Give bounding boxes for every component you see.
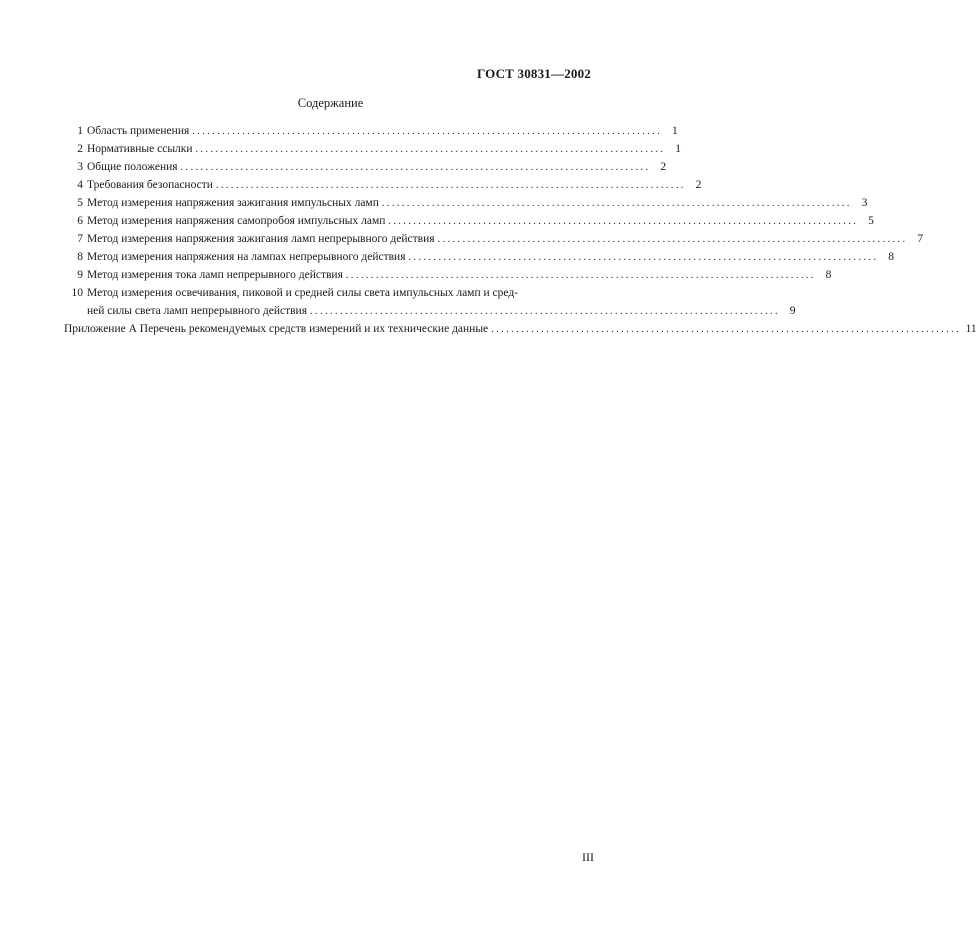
toc-entry-page: 11 (965, 323, 977, 335)
toc-entry-title-line-2: ней силы света ламп непрерывного действия (87, 305, 307, 317)
toc-entry-number: 10 (71, 287, 83, 299)
toc-dot-leader (346, 267, 814, 285)
toc-entry-page: 2 (695, 179, 702, 191)
toc-entry-title: Метод измерения тока ламп непрерывного действия (87, 269, 343, 281)
toc-entry-page: 3 (861, 197, 868, 209)
toc-entry[interactable] (63, 140, 682, 158)
toc-entry[interactable] (63, 284, 594, 302)
toc-entry-number: 6 (77, 215, 83, 227)
toc-entry-page: 8 (888, 251, 894, 263)
toc-entry-appendix[interactable] (63, 320, 977, 338)
toc-entry[interactable] (63, 248, 894, 266)
toc-entry-number: 8 (77, 251, 83, 263)
toc-dot-leader (310, 303, 778, 321)
toc-entry-title: Нормативные ссылки (87, 143, 193, 155)
toc-dot-leader (382, 195, 850, 213)
toc-entry-page: 1 (672, 125, 678, 137)
toc-entry-number: 1 (77, 125, 83, 137)
toc-entry-title: Область применения (87, 125, 190, 137)
toc-entry-number: 7 (77, 233, 83, 245)
toc-dot-leader (181, 159, 649, 177)
toc-dot-leader (216, 177, 684, 195)
toc-entry-number: 9 (77, 269, 83, 281)
page-number: III (582, 850, 594, 864)
toc-entry-page: 5 (868, 215, 874, 227)
toc-entry-page: 2 (660, 161, 667, 173)
toc-title: Содержание (297, 96, 364, 110)
toc-dot-leader (409, 249, 877, 267)
toc-entry-page: 8 (825, 269, 832, 281)
toc-entry[interactable] (63, 230, 924, 248)
toc-dot-leader (192, 123, 660, 141)
toc-entry-number: 5 (77, 197, 83, 209)
toc-entry-title: Метод измерения напряжения на лампах непрерывного действия (87, 251, 406, 263)
toc-entry-title: Метод измерения напряжения зажигания ламп непрерывного действия (87, 233, 435, 245)
toc-entry[interactable] (63, 176, 702, 194)
toc-entry[interactable] (63, 266, 832, 284)
toc-entry[interactable] (63, 212, 874, 230)
toc-entry[interactable] (63, 122, 678, 140)
toc-entry-number: 4 (77, 179, 83, 191)
toc-dot-leader (438, 231, 906, 249)
toc-entry-continuation[interactable] (63, 302, 796, 320)
toc-entry[interactable] (63, 158, 667, 176)
toc-dot-leader (388, 213, 856, 231)
toc-entry-page: 7 (917, 233, 924, 245)
toc-entry-page: 9 (789, 305, 796, 317)
toc-entry-title: Приложение А Перечень рекомендуемых средств измерений и их технические данные (64, 323, 489, 335)
toc-entry[interactable] (63, 194, 868, 212)
toc-entry-page: 1 (675, 143, 682, 155)
toc-entry-title-line-1: Метод измерения освечивания, пиковой и средней силы света импульсных ламп и сред- (87, 287, 519, 299)
toc-entry-title: Требования безопасности (87, 179, 213, 191)
toc-entry-number: 3 (77, 161, 83, 173)
toc-entry-title: Метод измерения напряжения зажигания импульсных ламп (87, 197, 379, 209)
toc-entry-number: 2 (77, 143, 83, 155)
toc-entry-title: Метод измерения напряжения самопробоя импульсных ламп (87, 215, 386, 227)
toc-entry-title: Общие положения (87, 161, 178, 173)
toc-dot-leader (196, 141, 664, 159)
toc-dot-leader (491, 321, 959, 339)
document-code: ГОСТ 30831—2002 (476, 66, 591, 81)
table-of-contents (63, 122, 977, 338)
